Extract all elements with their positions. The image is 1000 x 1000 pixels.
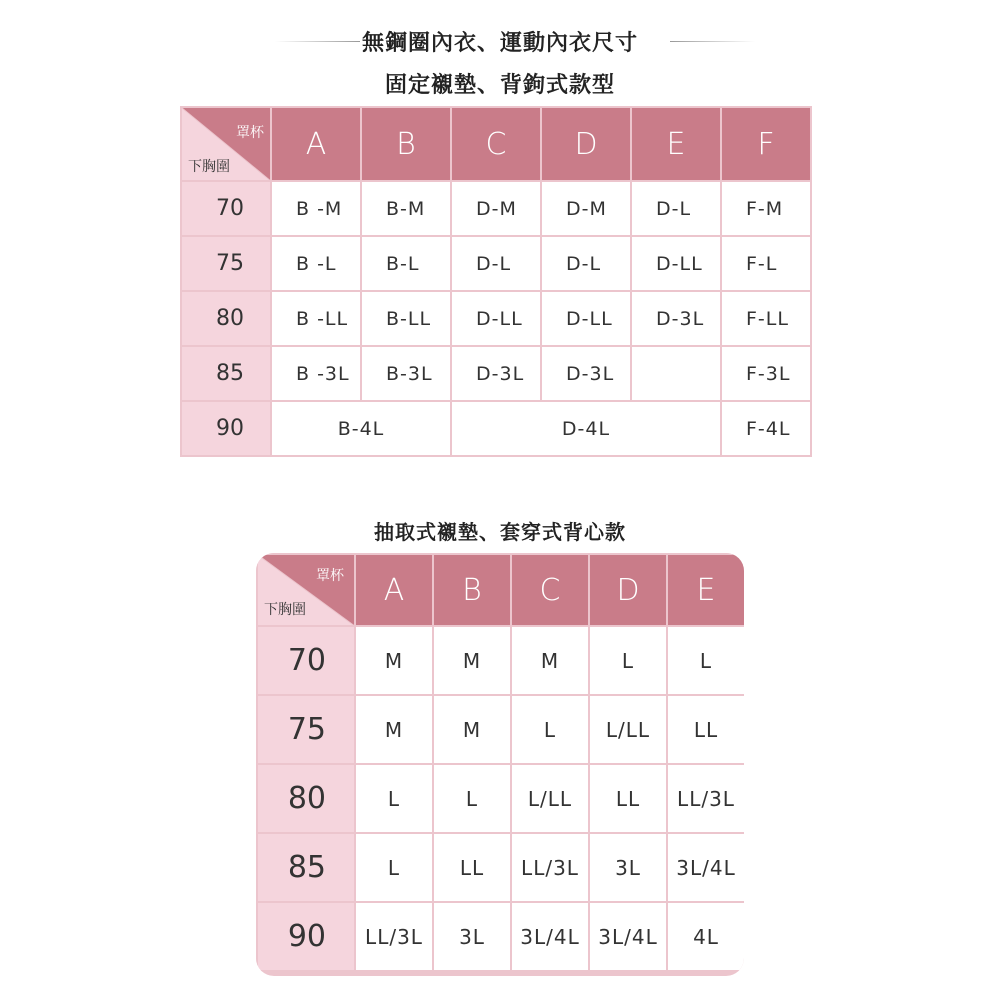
size-cell: D-LL — [631, 236, 721, 291]
size-cell: D-L — [631, 181, 721, 236]
size-cell: LL/3L — [511, 833, 589, 902]
size-cell: B-M — [361, 181, 451, 236]
size-cell: LL — [589, 764, 667, 833]
band-label: 90 — [257, 902, 355, 971]
size-cell: B -M — [271, 181, 361, 236]
size-cell: LL — [667, 695, 744, 764]
corner-cell — [181, 107, 271, 181]
size-cell: M — [511, 626, 589, 695]
size-cell: D-3L — [631, 291, 721, 346]
size-cell: M — [355, 695, 433, 764]
size-cell: 3L — [433, 902, 511, 971]
size-cell — [631, 346, 721, 401]
table-row — [181, 401, 811, 456]
size-cell: B-LL — [361, 291, 451, 346]
size-cell: 3L/4L — [511, 902, 589, 971]
size-cell: D-3L — [451, 346, 541, 401]
size-cell: LL — [433, 833, 511, 902]
size-cell: B-3L — [361, 346, 451, 401]
section-title-2: 抽取式襯墊、套穿式背心款 — [374, 520, 626, 544]
size-cell: 4L — [667, 902, 744, 971]
cup-header: C — [511, 554, 589, 626]
size-table-fixed-pad — [180, 106, 812, 457]
underbust-label: 下胸圍 — [264, 602, 306, 618]
size-cell: M — [433, 695, 511, 764]
size-cell: F-LL — [721, 291, 811, 346]
size-cell: M — [355, 626, 433, 695]
size-cell: L — [355, 764, 433, 833]
size-cell: F-4L — [721, 401, 811, 456]
size-cell: L — [511, 695, 589, 764]
band-label: 90 — [181, 401, 271, 456]
table-row — [181, 291, 811, 346]
cup-label: 罩杯 — [236, 125, 264, 141]
size-cell: L — [433, 764, 511, 833]
cup-header: C — [451, 107, 541, 181]
table-row — [181, 236, 811, 291]
cup-header: D — [541, 107, 631, 181]
size-cell: L/LL — [511, 764, 589, 833]
cup-header: B — [361, 107, 451, 181]
cup-header: B — [433, 554, 511, 626]
cup-header: A — [271, 107, 361, 181]
size-cell: 3L/4L — [589, 902, 667, 971]
size-cell: B -3L — [271, 346, 361, 401]
size-cell: F-3L — [721, 346, 811, 401]
cup-header: F — [721, 107, 811, 181]
band-label: 75 — [257, 695, 355, 764]
underbust-label: 下胸圍 — [188, 159, 230, 175]
cup-header: E — [631, 107, 721, 181]
size-cell: L — [589, 626, 667, 695]
size-cell: D-L — [451, 236, 541, 291]
table-row — [257, 626, 744, 695]
size-cell: D-LL — [541, 291, 631, 346]
size-cell: B -L — [271, 236, 361, 291]
section-title-1: 無鋼圈內衣、運動內衣尺寸 — [361, 31, 638, 56]
size-cell: L — [355, 833, 433, 902]
section-subtitle-1: 固定襯墊、背鉤式款型 — [384, 73, 615, 98]
size-cell: B -LL — [271, 291, 361, 346]
size-table-removable-pad — [256, 553, 744, 972]
size-cell: F-M — [721, 181, 811, 236]
band-label: 85 — [257, 833, 355, 902]
size-cell: 3L/4L — [667, 833, 744, 902]
size-cell: D-L — [541, 236, 631, 291]
band-label: 75 — [181, 236, 271, 291]
table-row — [257, 902, 744, 971]
size-cell: D-LL — [451, 291, 541, 346]
size-cell: M — [433, 626, 511, 695]
size-cell: D-4L — [451, 401, 721, 456]
size-cell: B-4L — [271, 401, 451, 456]
size-cell: D-M — [541, 181, 631, 236]
table-header-row — [181, 107, 811, 181]
size-table-removable-pad-frame — [256, 553, 744, 976]
size-cell: L/LL — [589, 695, 667, 764]
cup-header: A — [355, 554, 433, 626]
size-cell: D-M — [451, 181, 541, 236]
corner-cell — [257, 554, 355, 626]
size-cell: D-3L — [541, 346, 631, 401]
table-row — [257, 764, 744, 833]
band-label: 85 — [181, 346, 271, 401]
band-label: 80 — [257, 764, 355, 833]
band-label: 70 — [257, 626, 355, 695]
table-row — [257, 695, 744, 764]
table-header-row — [257, 554, 744, 626]
band-label: 70 — [181, 181, 271, 236]
table-row — [181, 346, 811, 401]
table-row — [257, 833, 744, 902]
cup-header: D — [589, 554, 667, 626]
size-cell: B-L — [361, 236, 451, 291]
size-cell: 3L — [589, 833, 667, 902]
cup-header: E — [667, 554, 744, 626]
size-cell: F-L — [721, 236, 811, 291]
size-cell: LL/3L — [667, 764, 744, 833]
size-cell: LL/3L — [355, 902, 433, 971]
size-cell: L — [667, 626, 744, 695]
table-row — [181, 181, 811, 236]
band-label: 80 — [181, 291, 271, 346]
cup-label: 罩杯 — [316, 568, 344, 584]
